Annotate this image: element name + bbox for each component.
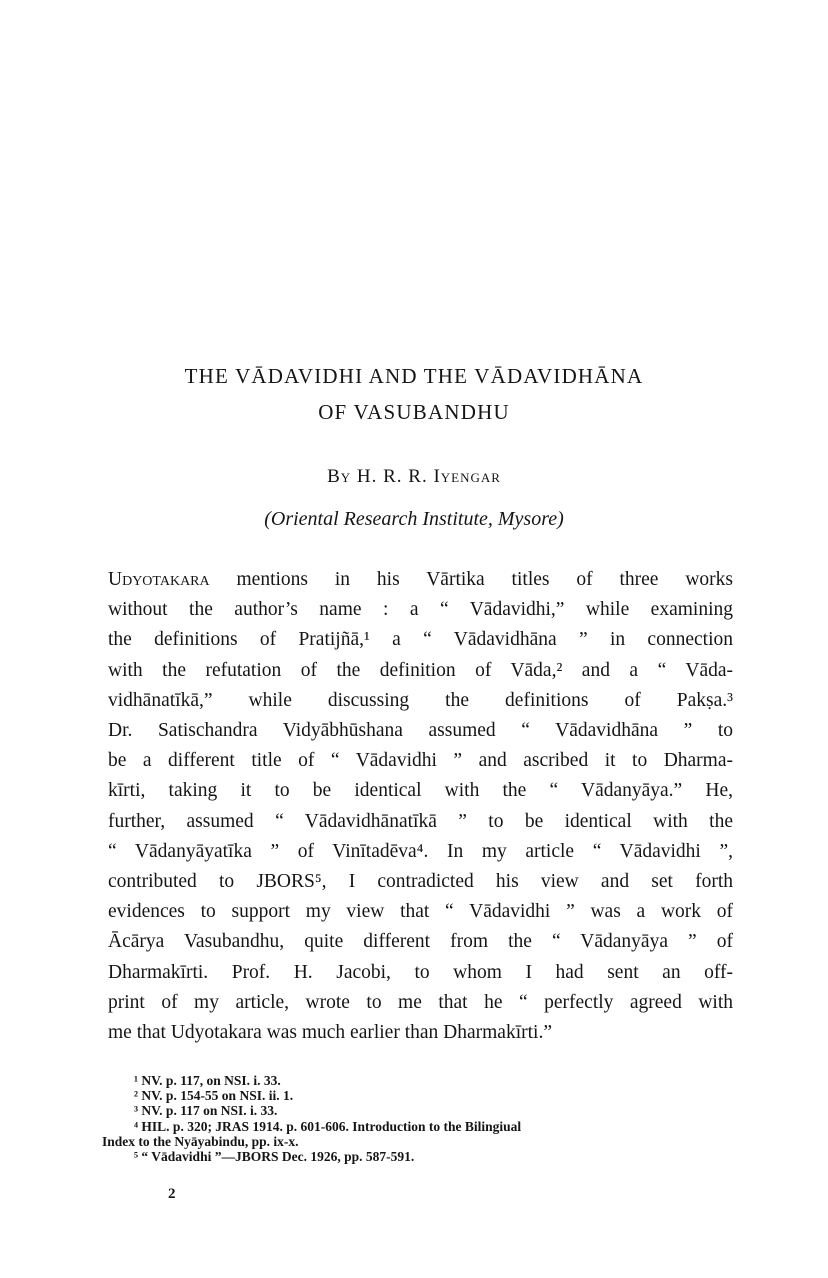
footnotes	[102, 1073, 742, 1164]
author-byline: By H. R. R. Iyengar	[327, 466, 501, 487]
body-line: the definitions of Pratijñā,¹ a “ Vādavidhāna ” in connection	[108, 629, 733, 651]
body-line: Dharmakīrti. Prof. H. Jacobi, to whom I had sent an off-	[108, 961, 733, 983]
author-affiliation: (Oriental Research Institute, Mysore)	[264, 508, 564, 530]
body-line: vidhānatīkā,” while discussing the definitions of Pakṣa.³	[108, 689, 733, 711]
body-line: contributed to JBORS⁵, I contradicted his view and set forth	[108, 871, 733, 893]
lead-word: Udyotakara	[108, 569, 210, 590]
body-line: kīrti, taking it to be identical with the “ Vādanyāya.” He,	[108, 780, 733, 802]
body-line: print of my article, wrote to me that he “ perfectly agreed with	[108, 991, 733, 1013]
title-line-1: THE VĀDAVIDHI AND THE VĀDAVIDHĀNA	[184, 364, 644, 388]
body-line: Dr. Satischandra Vidyābhūshana assumed “ Vādavidhāna ” to	[108, 720, 733, 742]
footnote-1: ¹ NV. p. 117, on NSI. i. 33.	[134, 1073, 281, 1088]
body-line: evidences to support my view that “ Vādavidhi ” was a work of	[108, 901, 733, 923]
footnote-4: ⁴ HIL. p. 320; JRAS 1914. p. 601-606. Introduction to the Bilingiual	[134, 1118, 522, 1134]
body-line: “ Vādanyāyatīka ” of Vinītadēva⁴. In my article “ Vādavidhi ”,	[108, 840, 733, 862]
page-number: 2	[168, 1186, 176, 1202]
body-line: without the author’s name : a “ Vādavidhi,” while examining	[108, 599, 733, 621]
body-line: Udyotakara mentions in his Vārtika titles of three works	[108, 569, 733, 590]
footnote-2: ² NV. p. 154-55 on NSI. ii. 1.	[134, 1088, 294, 1104]
footnote-4-continuation: Index to the Nyāyabindu, pp. ix-x.	[102, 1133, 299, 1149]
body-paragraph	[108, 565, 733, 1048]
body-line: me that Udyotakara was much earlier than Dharmakīrti.”	[108, 1022, 552, 1044]
footnote-3: ³ NV. p. 117 on NSI. i. 33.	[134, 1103, 278, 1119]
body-line: be a different title of “ Vādavidhi ” and ascribed it to Dharma-	[108, 750, 733, 772]
body-line: Ācārya Vasubandhu, quite different from the “ Vādanyāya ” of	[108, 931, 733, 953]
footnote-5: ⁵ “ Vādavidhi ”—JBORS Dec. 1926, pp. 587-591.	[134, 1149, 415, 1165]
title-line-2: OF VASUBANDHU	[318, 400, 510, 424]
body-line: with the refutation of the definition of Vāda,² and a “ Vāda-	[108, 659, 733, 681]
body-line: further, assumed “ Vādavidhānatīkā ” to be identical with the	[108, 810, 733, 832]
